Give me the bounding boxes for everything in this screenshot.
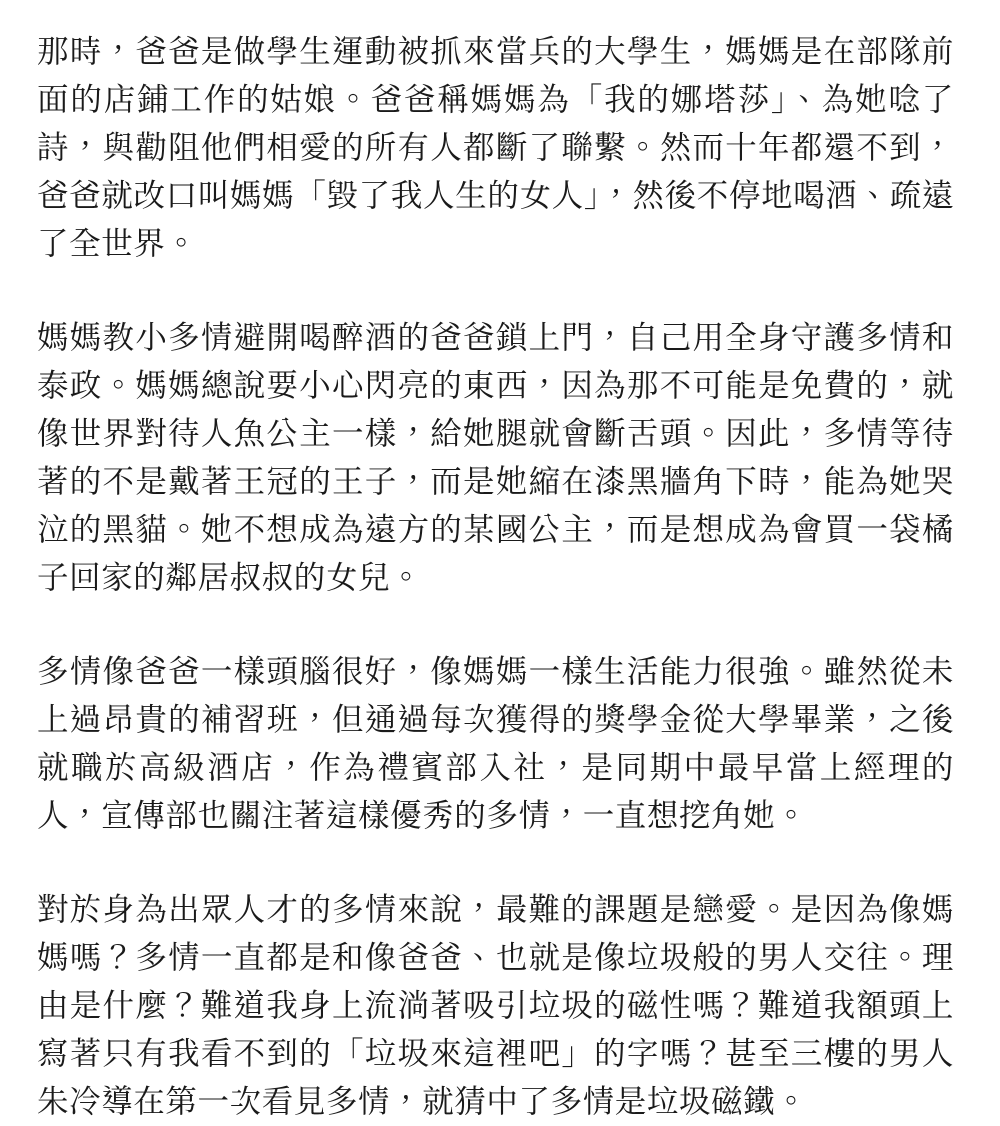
paragraph-2: 媽媽教小多情避開喝醉酒的爸爸鎖上門，自己用全身守護多情和泰政。媽媽總說要小心閃亮的東西，因為那不可能是免費的，就像世界對待人魚公主一樣，給她腿就會斷舌頭。因此，多情等待著的不是戴著王冠的王子，而是她縮在漆黑牆角下時，能為她哭泣的黑貓。她不想成為遠方的某國公主，而是想成為會買一袋橘子回家的鄰居叔叔的女兒。 xyxy=(37,320,954,596)
paragraph-1: 那時，爸爸是做學生運動被抓來當兵的大學生，媽媽是在部隊前面的店鋪工作的姑娘。爸爸稱媽媽為「我的娜塔莎」、為她唸了詩，與勸阻他們相愛的所有人都斷了聯繫。然而十年都還不到，爸爸就改口叫媽媽「毀了我人生的女人」，然後不停地喝酒、疏遠了全世界。 xyxy=(37,34,954,262)
paragraph-3: 多情像爸爸一樣頭腦很好，像媽媽一樣生活能力很強。雖然從未上過昂貴的補習班，但通過每次獲得的獎學金從大學畢業，之後就職於高級酒店，作為禮賓部入社，是同期中最早當上經理的人，宣傳部也關注著這樣優秀的多情，一直想挖角她。 xyxy=(37,654,954,834)
paragraph-4: 對於身為出眾人才的多情來說，最難的課題是戀愛。是因為像媽媽嗎？多情一直都是和像爸爸、也就是像垃圾般的男人交往。理由是什麼？難道我身上流淌著吸引垃圾的磁性嗎？難道我額頭上寫著只有我看不到的「垃圾來這裡吧」的字嗎？甚至三樓的男人朱冷導在第一次看見多情，就猜中了多情是垃圾磁鐵。 xyxy=(37,892,954,1120)
